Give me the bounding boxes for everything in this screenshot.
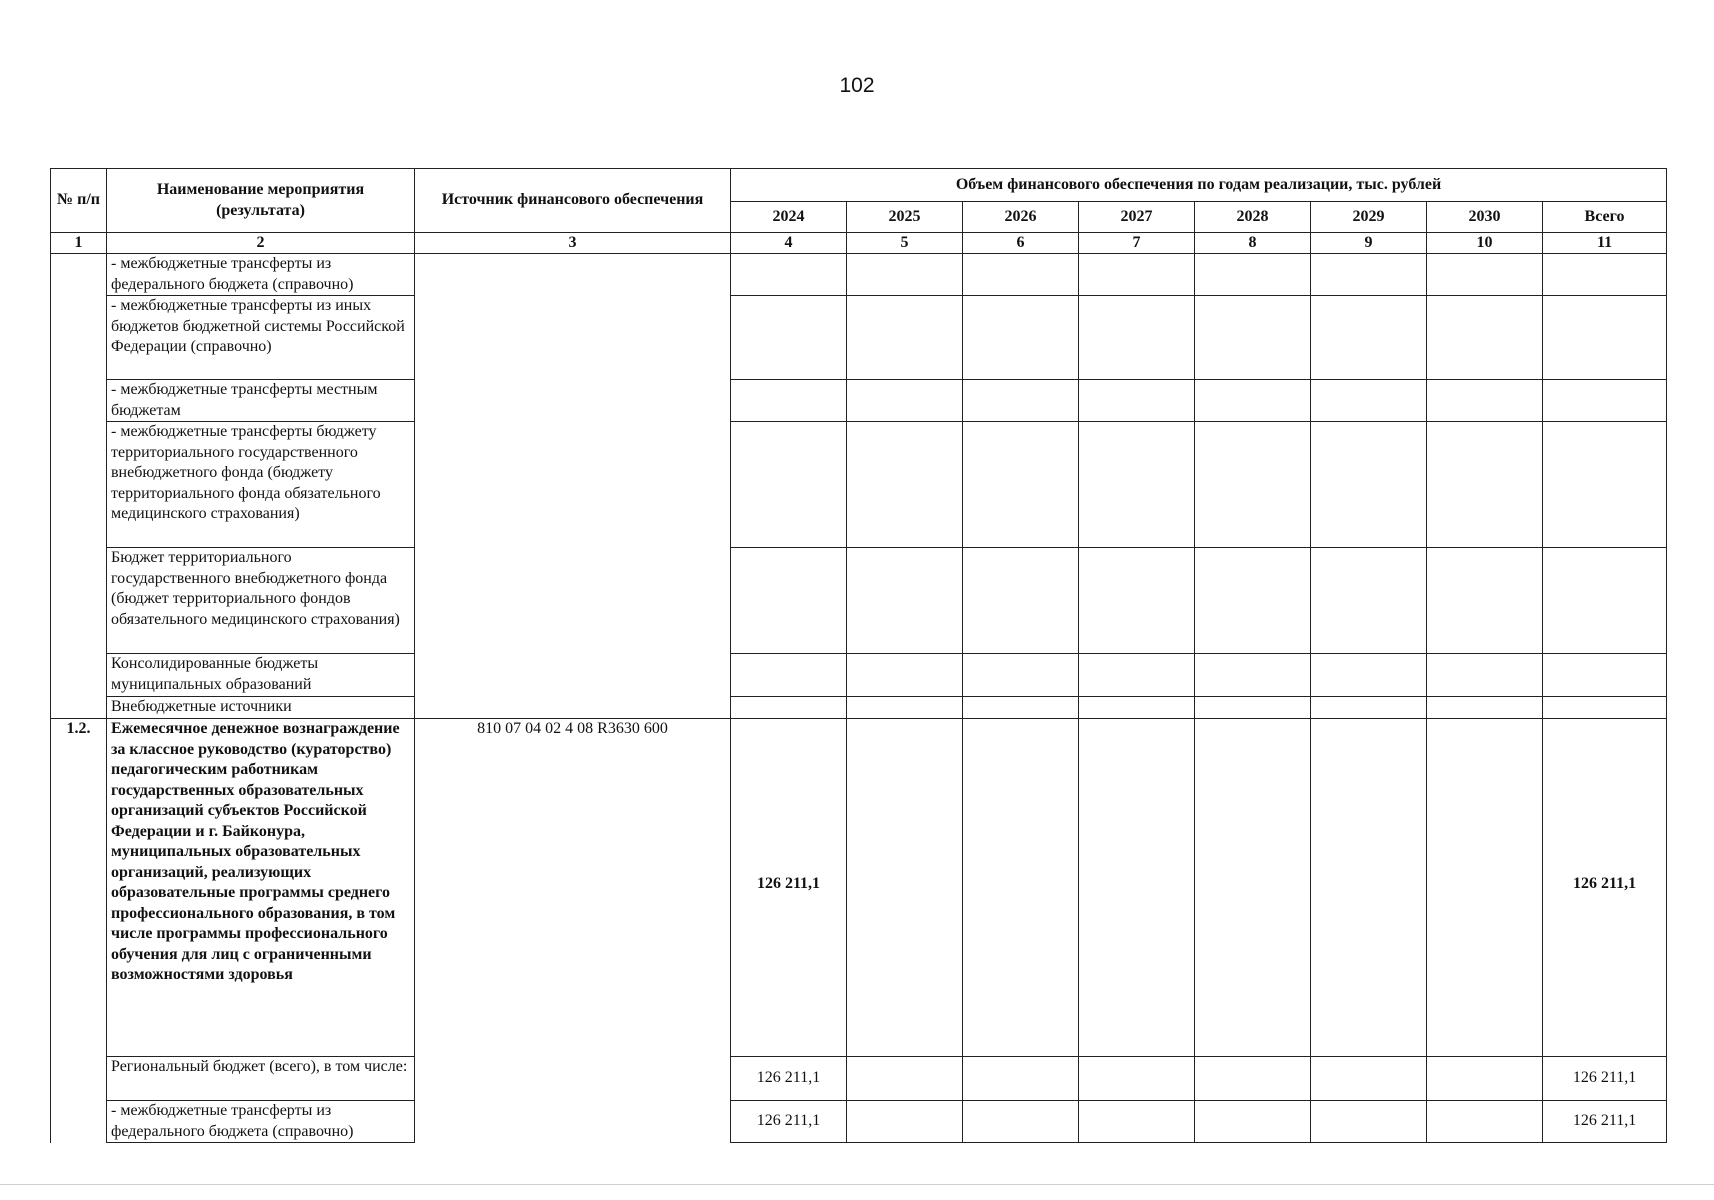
table-row bbox=[51, 1057, 1667, 1101]
value-cell bbox=[1079, 654, 1195, 697]
value-cell bbox=[847, 1057, 963, 1101]
column-number: 2 bbox=[107, 233, 415, 254]
header-year: 2024 bbox=[731, 202, 847, 233]
value-cell bbox=[1195, 697, 1311, 719]
value-cell: 126 211,1 bbox=[731, 1057, 847, 1101]
value-cell bbox=[1311, 548, 1427, 654]
value-cell bbox=[1195, 1101, 1311, 1143]
value-cell bbox=[1543, 697, 1667, 719]
funding-source-code: 810 07 04 02 4 08 R3630 600 bbox=[415, 719, 731, 1143]
value-cell bbox=[731, 380, 847, 422]
value-cell bbox=[847, 254, 963, 296]
row-name: Внебюджетные источники bbox=[107, 697, 415, 719]
value-cell: 126 211,1 bbox=[1543, 719, 1667, 1057]
value-cell bbox=[731, 548, 847, 654]
value-cell bbox=[963, 1101, 1079, 1143]
value-cell bbox=[1079, 296, 1195, 380]
value-cell: 126 211,1 bbox=[731, 719, 847, 1057]
value-cell bbox=[963, 254, 1079, 296]
value-cell bbox=[1079, 422, 1195, 548]
value-cell bbox=[963, 422, 1079, 548]
value-cell bbox=[1195, 548, 1311, 654]
value-cell bbox=[1311, 1057, 1427, 1101]
value-cell bbox=[1311, 654, 1427, 697]
value-cell bbox=[1195, 380, 1311, 422]
value-cell bbox=[731, 254, 847, 296]
value-cell bbox=[1079, 548, 1195, 654]
value-cell bbox=[1079, 719, 1195, 1057]
value-cell bbox=[1311, 697, 1427, 719]
column-number: 10 bbox=[1427, 233, 1543, 254]
value-cell bbox=[1543, 654, 1667, 697]
table-row bbox=[51, 380, 1667, 422]
value-cell bbox=[963, 654, 1079, 697]
value-cell bbox=[1311, 254, 1427, 296]
value-cell bbox=[1195, 296, 1311, 380]
value-cell bbox=[1427, 380, 1543, 422]
value-cell bbox=[1079, 380, 1195, 422]
row-name: Бюджет территориального государственного внебюджетного фонда (бюджет территориального фондов обязательного медицинского страхования) bbox=[107, 548, 415, 654]
header-year: 2027 bbox=[1079, 202, 1195, 233]
value-cell bbox=[847, 719, 963, 1057]
column-number: 3 bbox=[415, 233, 731, 254]
value-cell bbox=[1195, 1057, 1311, 1101]
item-name: Ежемесячное денежное вознаграждение за классное руководство (кураторство) педагогическим работникам государственных образовательных организаций субъектов Российской Федерации и г. Байконура, муниципальных образовательных организаций, реализующих образовательные программы среднего профессионального образования, в том числе программы профессионального обучения для лиц с ограниченными возможностями здоровья bbox=[107, 719, 415, 1057]
value-cell bbox=[731, 422, 847, 548]
value-cell bbox=[1427, 548, 1543, 654]
source-cell bbox=[415, 254, 731, 719]
value-cell bbox=[963, 1057, 1079, 1101]
page-number: 102 bbox=[839, 74, 875, 97]
table-row bbox=[51, 254, 1667, 296]
column-number: 1 bbox=[51, 233, 107, 254]
value-cell bbox=[1427, 422, 1543, 548]
value-cell bbox=[1427, 697, 1543, 719]
value-cell bbox=[1543, 254, 1667, 296]
value-cell bbox=[731, 654, 847, 697]
value-cell bbox=[1311, 422, 1427, 548]
value-cell bbox=[1543, 548, 1667, 654]
value-cell bbox=[963, 697, 1079, 719]
value-cell bbox=[847, 697, 963, 719]
column-number: 6 bbox=[963, 233, 1079, 254]
value-cell bbox=[1195, 719, 1311, 1057]
row-name: - межбюджетные трансферты из федерального бюджета (справочно) bbox=[107, 254, 415, 296]
table-row-item-1-2 bbox=[51, 719, 1667, 1057]
value-cell: 126 211,1 bbox=[1543, 1057, 1667, 1101]
row-name: - межбюджетные трансферты из иных бюджетов бюджетной системы Российской Федерации (справочно) bbox=[107, 296, 415, 380]
table-row bbox=[51, 548, 1667, 654]
value-cell bbox=[1427, 254, 1543, 296]
value-cell bbox=[1427, 719, 1543, 1057]
value-cell bbox=[847, 654, 963, 697]
value-cell bbox=[847, 548, 963, 654]
header-year: 2029 bbox=[1311, 202, 1427, 233]
table-row bbox=[51, 697, 1667, 719]
value-cell bbox=[1079, 1057, 1195, 1101]
header-number: № п/п bbox=[51, 169, 107, 233]
row-name: - межбюджетные трансферты бюджету территориального государственного внебюджетного фонда (бюджету территориального фонда обязательного медицинского страхования) bbox=[107, 422, 415, 548]
table-header-row bbox=[51, 169, 1667, 202]
value-cell bbox=[1427, 296, 1543, 380]
header-year: 2026 bbox=[963, 202, 1079, 233]
column-number: 4 bbox=[731, 233, 847, 254]
column-number: 7 bbox=[1079, 233, 1195, 254]
value-cell bbox=[847, 422, 963, 548]
value-cell bbox=[1427, 1057, 1543, 1101]
table-row bbox=[51, 654, 1667, 697]
value-cell bbox=[1079, 254, 1195, 296]
table-row bbox=[51, 422, 1667, 548]
table-row bbox=[51, 296, 1667, 380]
value-cell bbox=[1427, 654, 1543, 697]
column-number: 8 bbox=[1195, 233, 1311, 254]
header-year: 2028 bbox=[1195, 202, 1311, 233]
column-number: 11 bbox=[1543, 233, 1667, 254]
value-cell bbox=[1543, 380, 1667, 422]
number-cell bbox=[51, 254, 107, 719]
column-number: 9 bbox=[1311, 233, 1427, 254]
header-funding-volume: Объем финансового обеспечения по годам реализации, тыс. рублей bbox=[731, 169, 1667, 202]
page-edge-divider bbox=[0, 1184, 1714, 1185]
header-year: 2030 bbox=[1427, 202, 1543, 233]
value-cell bbox=[847, 380, 963, 422]
value-cell bbox=[1195, 422, 1311, 548]
value-cell bbox=[1311, 1101, 1427, 1143]
value-cell bbox=[847, 1101, 963, 1143]
value-cell bbox=[1543, 296, 1667, 380]
header-event-name: Наименование мероприятия (результата) bbox=[107, 169, 415, 233]
column-numbers-row bbox=[51, 233, 1667, 254]
value-cell bbox=[1311, 296, 1427, 380]
value-cell bbox=[1079, 697, 1195, 719]
value-cell: 126 211,1 bbox=[731, 1101, 847, 1143]
row-name: - межбюджетные трансферты местным бюджетам bbox=[107, 380, 415, 422]
header-funding-source: Источник финансового обеспечения bbox=[415, 169, 731, 233]
value-cell bbox=[847, 296, 963, 380]
column-number: 5 bbox=[847, 233, 963, 254]
value-cell bbox=[963, 548, 1079, 654]
value-cell bbox=[1195, 254, 1311, 296]
value-cell bbox=[1427, 1101, 1543, 1143]
value-cell bbox=[1311, 719, 1427, 1057]
value-cell bbox=[1195, 654, 1311, 697]
value-cell bbox=[731, 296, 847, 380]
row-name: Региональный бюджет (всего), в том числе: bbox=[107, 1057, 415, 1101]
value-cell bbox=[1079, 1101, 1195, 1143]
table-row bbox=[51, 1101, 1667, 1143]
header-total: Всего bbox=[1543, 202, 1667, 233]
financing-table bbox=[50, 168, 1667, 1143]
value-cell bbox=[1543, 422, 1667, 548]
value-cell: 126 211,1 bbox=[1543, 1101, 1667, 1143]
row-name: - межбюджетные трансферты из федерального бюджета (справочно) bbox=[107, 1101, 415, 1143]
value-cell bbox=[963, 719, 1079, 1057]
row-name: Консолидированные бюджеты муниципальных образований bbox=[107, 654, 415, 697]
value-cell bbox=[963, 380, 1079, 422]
value-cell bbox=[963, 296, 1079, 380]
item-number: 1.2. bbox=[51, 719, 107, 1143]
header-year: 2025 bbox=[847, 202, 963, 233]
value-cell bbox=[1311, 380, 1427, 422]
value-cell bbox=[731, 697, 847, 719]
